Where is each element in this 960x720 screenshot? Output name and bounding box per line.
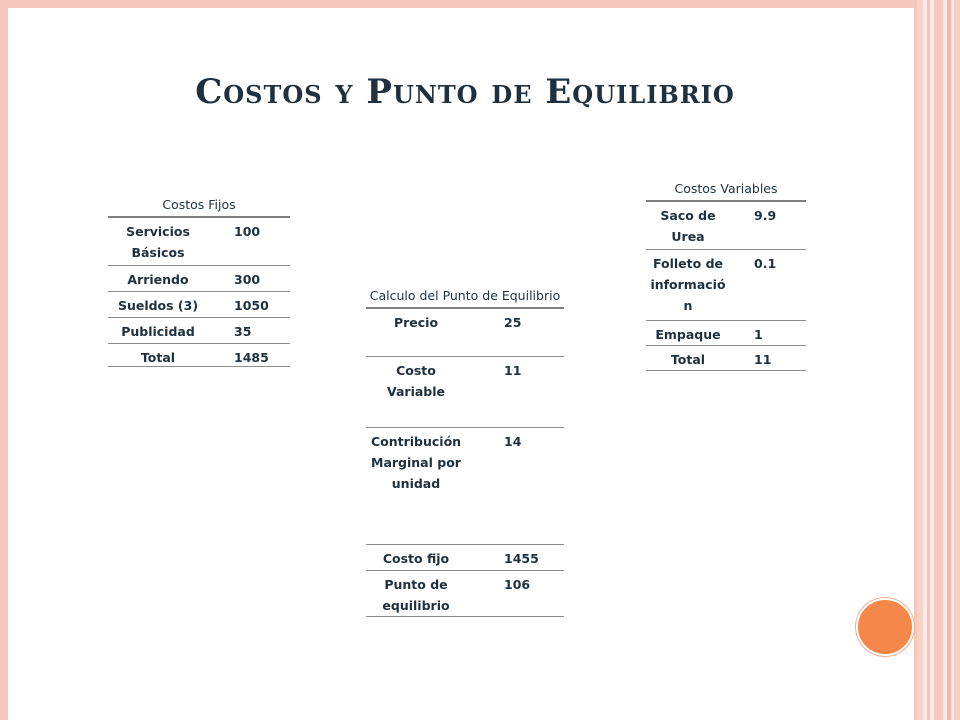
row-label: Punto de equilibrio (382, 577, 450, 613)
table-row (646, 202, 806, 250)
row-label: Publicidad (121, 324, 195, 339)
row-value: 35 (234, 324, 252, 339)
table-row (108, 344, 290, 367)
row-label: Arriendo (127, 272, 189, 287)
row-value: 0.1 (754, 256, 777, 271)
row-label: Total (140, 350, 176, 365)
table-row (108, 292, 290, 318)
row-label: Saco de Urea (660, 208, 716, 244)
row-value: 1050 (234, 298, 269, 313)
row-value: 11 (754, 352, 772, 367)
row-label: Costo Variable (386, 363, 446, 399)
table-row (366, 571, 564, 617)
row-value: 14 (504, 434, 522, 449)
row-label: Contribución Marginal por unidad (370, 434, 462, 491)
row-value: 25 (504, 315, 522, 330)
table-row (646, 346, 806, 371)
row-value: 1485 (234, 350, 269, 365)
row-value: 1455 (504, 551, 539, 566)
row-label: Costo fijo (382, 551, 450, 566)
row-value: 11 (504, 363, 522, 378)
table-row (108, 318, 290, 344)
costos-variables-table (646, 178, 806, 371)
table-row (646, 250, 806, 321)
row-value: 100 (234, 224, 261, 239)
row-value: 9.9 (754, 208, 777, 223)
row-label: Empaque (655, 327, 721, 342)
row-value: 300 (234, 272, 261, 287)
row-value: 106 (504, 577, 531, 592)
row-value: 1 (754, 327, 763, 342)
table-row (108, 266, 290, 292)
costos-fijos-table (108, 194, 290, 367)
table-caption: Calculo del Punto de Equilibrio (366, 285, 564, 309)
table-caption: Costos Variables (646, 178, 806, 202)
row-label: Servicios Básicos (126, 224, 190, 260)
row-label: Precio (393, 315, 439, 330)
punto-equilibrio-table (366, 285, 564, 617)
slide-title: Costos y Punto de Equilibrio (195, 72, 735, 112)
table-row (366, 357, 564, 428)
table-row (646, 321, 806, 346)
table-row (366, 545, 564, 571)
decorative-circle (856, 598, 914, 656)
row-label: Total (670, 352, 706, 367)
row-label: Sueldos (3) (117, 298, 199, 313)
row-label: Folleto de informació n (650, 256, 726, 313)
table-row (108, 218, 290, 266)
table-caption: Costos Fijos (108, 194, 290, 218)
table-row (366, 428, 564, 545)
table-row (366, 309, 564, 357)
